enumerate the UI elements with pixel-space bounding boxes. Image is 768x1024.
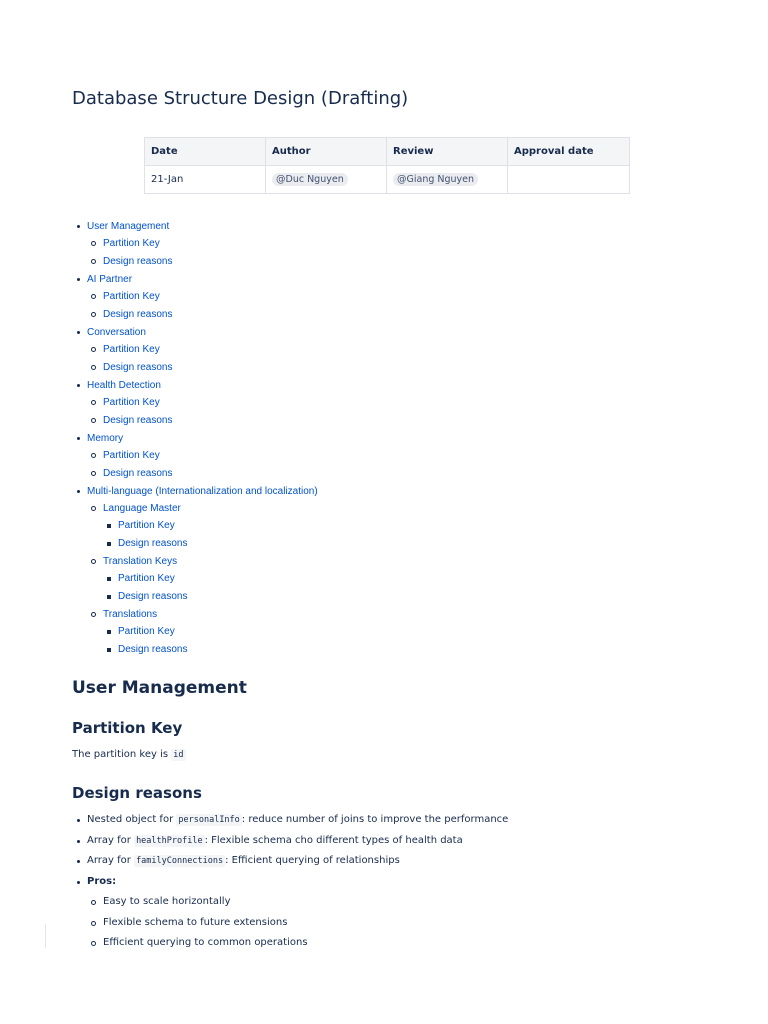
toc-subsubitem bbox=[72, 588, 318, 605]
toc-link[interactable]: Multi-language (Internationalization and localization) bbox=[87, 486, 318, 497]
pros-label: Pros: bbox=[87, 875, 117, 887]
toc-subitem bbox=[72, 341, 318, 358]
toc-subsubitem bbox=[72, 623, 318, 640]
partition-key-text bbox=[72, 749, 186, 760]
toc-link[interactable]: Design reasons bbox=[103, 362, 173, 373]
toc-subitem bbox=[72, 288, 318, 305]
reason-prefix: Array for bbox=[87, 834, 131, 846]
toc-link[interactable]: Design reasons bbox=[118, 644, 188, 655]
page-title: Database Structure Design (Drafting) bbox=[72, 88, 409, 109]
toc-link[interactable]: Partition Key bbox=[118, 573, 175, 584]
header-review: Review bbox=[387, 138, 508, 166]
cell-date: 21-Jan bbox=[145, 166, 266, 194]
reason-suffix: : Efficient querying of relationships bbox=[225, 855, 400, 866]
toc-subitem bbox=[72, 465, 318, 482]
toc-subitem bbox=[72, 253, 318, 270]
partition-key-code: id bbox=[173, 750, 184, 760]
toc-link[interactable]: Partition Key bbox=[103, 238, 160, 249]
subheading-design-reasons: Design reasons bbox=[72, 784, 202, 802]
reason-item bbox=[72, 812, 508, 833]
toc-link[interactable]: Design reasons bbox=[103, 256, 173, 267]
cell-review bbox=[387, 166, 508, 194]
toc-link[interactable]: Partition Key bbox=[118, 626, 175, 637]
toc-item-conversation bbox=[72, 324, 318, 341]
toc-subitem-translations bbox=[72, 606, 318, 623]
pro-text: Flexible schema to future extensions bbox=[103, 916, 288, 928]
section-heading-user-management: User Management bbox=[72, 678, 247, 698]
pro-text: Easy to scale horizontally bbox=[103, 896, 231, 907]
pro-text: Efficient querying to common operations bbox=[103, 937, 308, 948]
reason-prefix: Array for bbox=[87, 855, 131, 866]
toc-item-health-detection bbox=[72, 377, 318, 394]
toc-subitem bbox=[72, 359, 318, 376]
header-author: Author bbox=[266, 138, 387, 166]
author-mention[interactable]: @Duc Nguyen bbox=[272, 173, 348, 186]
toc-subsubitem bbox=[72, 570, 318, 587]
partition-key-sentence: The partition key is bbox=[72, 749, 169, 760]
reason-prefix: Nested object for bbox=[87, 814, 174, 825]
pro-item bbox=[72, 894, 508, 915]
toc-subitem-translation-keys bbox=[72, 553, 318, 570]
toc-link[interactable]: Partition Key bbox=[103, 397, 160, 408]
pro-item bbox=[72, 935, 508, 956]
design-reasons-list bbox=[72, 812, 508, 956]
pro-item bbox=[72, 915, 508, 936]
toc-link[interactable]: AI Partner bbox=[87, 274, 133, 285]
subheading-partition-key: Partition Key bbox=[72, 719, 183, 737]
reason-code: personalInfo bbox=[178, 815, 240, 825]
reason-item bbox=[72, 833, 508, 854]
toc-subsubitem bbox=[72, 535, 318, 552]
meta-table-header-row bbox=[145, 138, 630, 166]
cell-author bbox=[266, 166, 387, 194]
toc-item-user-management bbox=[72, 218, 318, 235]
toc-subitem bbox=[72, 394, 318, 411]
toc-subitem bbox=[72, 412, 318, 429]
toc-link[interactable]: Partition Key bbox=[118, 520, 175, 531]
cell-approval-date bbox=[508, 166, 630, 194]
toc-subsubitem bbox=[72, 517, 318, 534]
toc-link[interactable]: Conversation bbox=[87, 327, 146, 338]
reason-suffix: : reduce number of joins to improve the performance bbox=[241, 814, 509, 825]
table-of-contents bbox=[72, 218, 318, 658]
toc-link[interactable]: Design reasons bbox=[103, 468, 173, 479]
toc-subitem bbox=[72, 235, 318, 252]
toc-subitem bbox=[72, 447, 318, 464]
toc-link[interactable]: Design reasons bbox=[103, 415, 173, 426]
reviewer-mention[interactable]: @Giang Nguyen bbox=[393, 173, 478, 186]
reason-code: healthProfile bbox=[136, 835, 203, 846]
header-approval-date: Approval date bbox=[508, 138, 630, 166]
left-margin-divider bbox=[45, 924, 46, 948]
toc-item-multi-language bbox=[72, 483, 318, 500]
toc-link[interactable]: User Management bbox=[87, 221, 170, 232]
toc-link[interactable]: Memory bbox=[87, 433, 124, 444]
toc-link[interactable]: Language Master bbox=[103, 503, 181, 514]
toc-subitem bbox=[72, 306, 318, 323]
reason-code: familyConnections bbox=[136, 856, 224, 866]
pros-item bbox=[72, 874, 508, 895]
toc-link[interactable]: Translation Keys bbox=[103, 556, 178, 567]
header-date: Date bbox=[145, 138, 266, 166]
toc-link[interactable]: Design reasons bbox=[118, 591, 188, 602]
reason-suffix: : Flexible schema cho different types of health data bbox=[204, 834, 463, 846]
toc-link[interactable]: Health Detection bbox=[87, 380, 161, 391]
meta-table-row bbox=[145, 166, 630, 194]
toc-link[interactable]: Partition Key bbox=[103, 291, 160, 302]
toc-link[interactable]: Partition Key bbox=[103, 344, 160, 355]
toc-subsubitem bbox=[72, 641, 318, 658]
toc-link[interactable]: Partition Key bbox=[103, 450, 160, 461]
meta-table bbox=[144, 137, 630, 194]
toc-link[interactable]: Design reasons bbox=[103, 309, 173, 320]
toc-item-ai-partner bbox=[72, 271, 318, 288]
toc-subitem-language-master bbox=[72, 500, 318, 517]
toc-link[interactable]: Design reasons bbox=[118, 538, 188, 549]
reason-item bbox=[72, 853, 508, 874]
toc-item-memory bbox=[72, 430, 318, 447]
toc-link[interactable]: Translations bbox=[103, 609, 158, 620]
